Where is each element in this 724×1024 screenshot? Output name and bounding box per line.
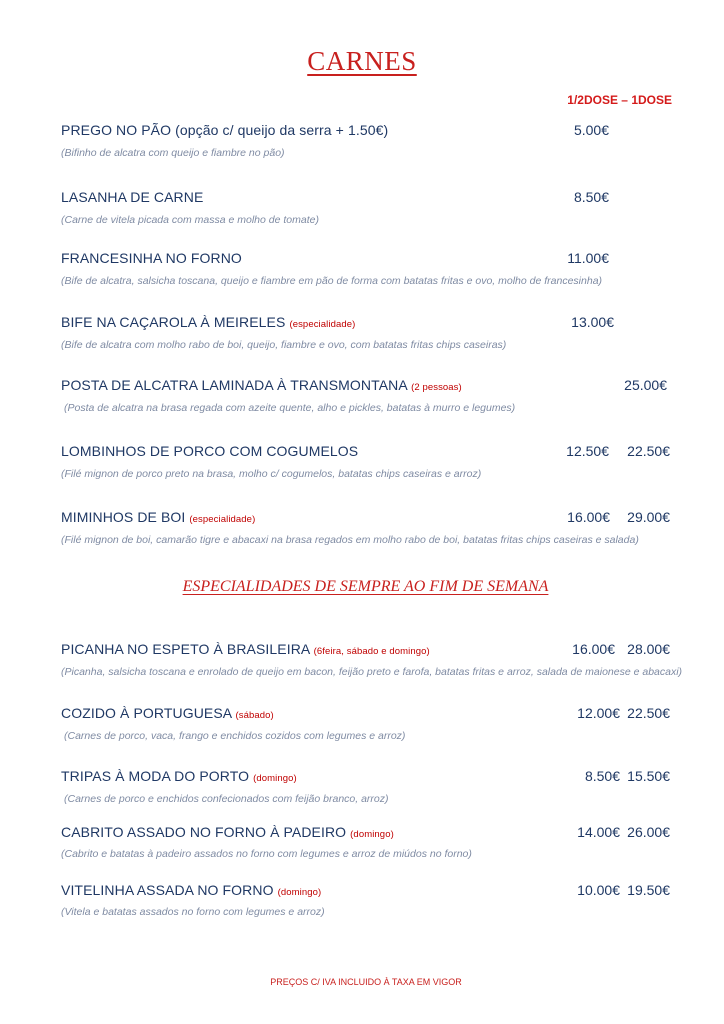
menu-item-name — [61, 377, 462, 393]
item-tag: (domingo) — [350, 829, 394, 840]
item-name-text: COZIDO À PORTUGUESA — [61, 705, 232, 721]
item-name-text: BIFE NA CAÇAROLA À MEIRELES — [61, 314, 286, 330]
special-item-name — [61, 824, 394, 840]
item-name-text: PICANHA NO ESPETO À BRASILEIRA — [61, 641, 310, 657]
menu-item-name — [61, 443, 358, 459]
menu-item-name — [61, 189, 203, 205]
menu-item-price-half: 12.50€ — [566, 443, 609, 459]
menu-item-desc: (Filé mignon de porco preto na brasa, molho c/ cogumelos, batatas chips caseiras e arroz) — [61, 468, 482, 480]
special-item-name — [61, 768, 297, 784]
menu-item-desc: (Bife de alcatra com molho rabo de boi, queijo, fiambre e ovo, com batatas fritas chips caseiras) — [61, 339, 507, 351]
item-tag: (sábado) — [235, 710, 274, 721]
menu-item-desc: (Bifinho de alcatra com queijo e fiambre no pão) — [61, 147, 285, 159]
menu-item-name — [61, 509, 255, 525]
menu-item-price-half: 8.50€ — [573, 189, 609, 205]
special-item-price-full: 19.50€ — [627, 882, 670, 898]
menu-item-price-half: 5.00€ — [573, 122, 609, 138]
item-name-text: PREGO NO PÃO (opção c/ queijo da serra + 1.50€) — [61, 122, 389, 138]
dose-header: 1/2DOSE – 1DOSE — [567, 93, 672, 107]
item-tag: (especialidade) — [189, 514, 256, 525]
menu-item-price-full: 25.00€ — [624, 377, 667, 393]
special-item-desc: (Cabrito e batatas à padeiro assados no forno com legumes e arroz de miúdos no forno) — [61, 848, 472, 860]
menu-item-price-half: 16.00€ — [567, 509, 610, 525]
menu-item-name — [61, 122, 388, 138]
special-item-name — [61, 641, 430, 657]
special-item-name — [61, 882, 321, 898]
special-item-price-half: 14.00€ — [577, 824, 620, 840]
special-item-price-half: 10.00€ — [577, 882, 620, 898]
menu-item-desc: (Filé mignon de boi, camarão tigre e abacaxi na brasa regados em molho rabo de boi, batatas fritas chips caseiras e salada) — [61, 534, 639, 546]
menu-item-price-full: 22.50€ — [627, 443, 670, 459]
special-item-desc: (Carnes de porco, vaca, frango e enchidos cozidos com legumes e arroz) — [64, 730, 406, 742]
special-item-price-half: 12.00€ — [577, 705, 620, 721]
item-name-text: LASANHA DE CARNE — [61, 189, 204, 205]
item-tag: (6feira, sábado e domingo) — [313, 646, 430, 657]
menu-item-price-half: 11.00€ — [567, 250, 609, 266]
menu-item-price-full: 29.00€ — [627, 509, 670, 525]
special-item-desc: (Picanha, salsicha toscana e enrolado de queijo em bacon, feijão preto e farofa, batatas fritas e arroz, salada de maionese e abacaxi) — [61, 666, 683, 678]
item-name-text: LOMBINHOS DE PORCO COM COGUMELOS — [61, 443, 359, 459]
item-name-text: VITELINHA ASSADA NO FORNO — [61, 882, 274, 898]
special-item-price-half: 8.50€ — [584, 768, 620, 784]
special-item-desc: (Vitela e batatas assados no forno com legumes e arroz) — [61, 906, 325, 918]
menu-item-desc: (Posta de alcatra na brasa regada com azeite quente, alho e pickles, batatas à murro e legumes) — [64, 402, 516, 414]
item-tag: (domingo) — [277, 887, 322, 898]
special-item-price-half: 16.00€ — [572, 641, 615, 657]
item-tag: (domingo) — [253, 773, 297, 784]
item-name-text: MIMINHOS DE BOI — [61, 509, 186, 525]
menu-item-desc: (Bife de alcatra, salsicha toscana, queijo e fiambre em pão de forma com batatas fritas e ovo, molho de francesinha) — [61, 275, 603, 287]
menu-item-name — [61, 314, 355, 330]
special-item-desc: (Carnes de porco e enchidos confecionados com feijão branco, arroz) — [64, 793, 389, 805]
special-item-price-full: 15.50€ — [627, 768, 670, 784]
item-name-text: FRANCESINHA NO FORNO — [61, 250, 242, 266]
special-item-name — [61, 705, 274, 721]
item-tag: (2 pessoas) — [411, 382, 462, 393]
special-item-price-full: 22.50€ — [627, 705, 670, 721]
specials-title: ESPECIALIDADES DE SEMPRE AO FIM DE SEMANA — [182, 578, 549, 595]
item-name-text: POSTA DE ALCATRA LAMINADA À TRANSMONTANA — [61, 377, 408, 393]
menu-item-desc: (Carne de vitela picada com massa e molho de tomate) — [61, 214, 319, 226]
item-tag: (especialidade) — [289, 319, 356, 330]
menu-item-price-half: 13.00€ — [571, 314, 614, 330]
item-name-text: TRIPAS À MODA DO PORTO — [61, 768, 250, 784]
item-name-text: CABRITO ASSADO NO FORNO À PADEIRO — [61, 824, 347, 840]
page-title: CARNES — [307, 46, 417, 76]
footer-note: PREÇOS C/ IVA INCLUIDO À TAXA EM VIGOR — [270, 977, 462, 987]
menu-item-name — [61, 250, 242, 266]
special-item-price-full: 26.00€ — [627, 824, 670, 840]
special-item-price-full: 28.00€ — [627, 641, 670, 657]
